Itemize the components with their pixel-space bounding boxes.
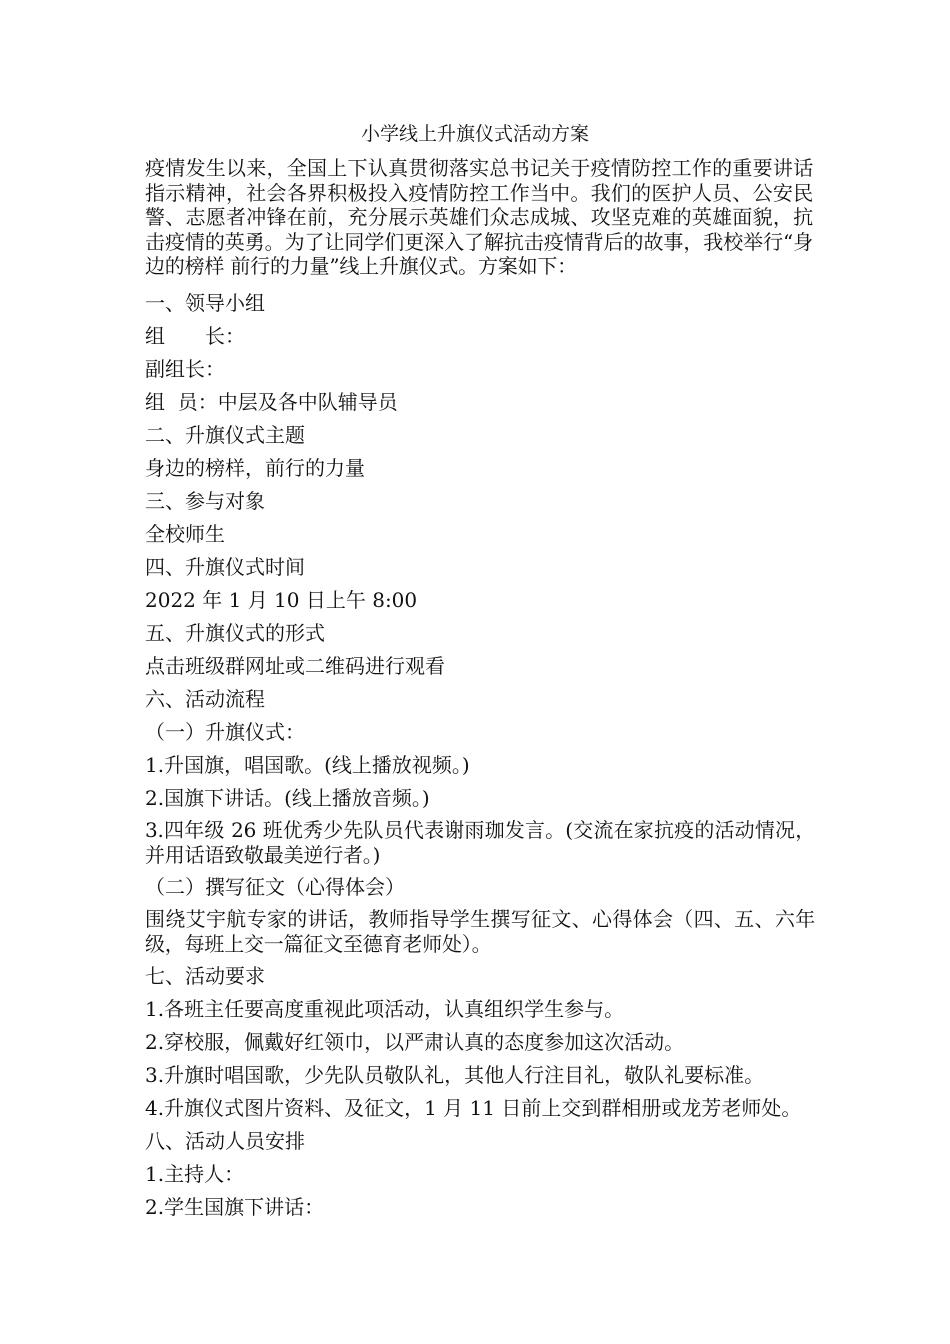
process-subheading-ceremony: （一）升旗仪式： bbox=[145, 720, 305, 744]
deputy-leader-line: 副组长： bbox=[145, 357, 225, 381]
theme-text: 身边的榜样，前行的力量 bbox=[145, 456, 365, 480]
members-line: 组 员：中层及各中队辅导员 bbox=[145, 390, 398, 414]
requirement-item-4: 4.升旗仪式图片资料、及征文，1 月 11 日前上交到群相册或龙芳老师处。 bbox=[145, 1096, 802, 1120]
participants-text: 全校师生 bbox=[145, 522, 225, 546]
intro-paragraph: 疫情发生以来，全国上下认真贯彻落实总书记关于疫情防控工作的重要讲话指示精神，社会各界积极投入疫情防控工作当中。我们的医护人员、公安民警、志愿者冲锋在前，充分展示英雄们众志成城、攻坚克难的英雄面貌，抗击疫情的英勇。为了让同学们更深入了解抗击疫情背后的故事，我校举行“身边的榜样 前行的力量”线上升旗仪式。方案如下： bbox=[145, 156, 813, 278]
process-item-1: 1.升国旗，唱国歌。(线上播放视频。) bbox=[145, 753, 470, 777]
document-title: 小学线上升旗仪式活动方案 bbox=[360, 123, 589, 145]
staff-item-1: 1.主持人： bbox=[145, 1162, 245, 1186]
section-heading-process: 六、活动流程 bbox=[145, 687, 265, 711]
process-subheading-essay: （二）撰写征文（心得体会） bbox=[145, 875, 405, 899]
leader-line: 组 长： bbox=[145, 324, 245, 348]
section-heading-time: 四、升旗仪式时间 bbox=[145, 555, 305, 579]
process-item-2: 2.国旗下讲话。(线上播放音频。) bbox=[145, 786, 430, 810]
process-item-3: 3.四年级 26 班优秀少先队员代表谢雨珈发言。(交流在家抗疫的活动情况，并用话语致敬最美逆行者。) bbox=[145, 818, 815, 867]
section-heading-participants: 三、参与对象 bbox=[145, 489, 265, 513]
requirement-item-1: 1.各班主任要高度重视此项活动，认真组织学生参与。 bbox=[145, 997, 625, 1021]
section-heading-format: 五、升旗仪式的形式 bbox=[145, 621, 325, 645]
section-heading-leadership: 一、领导小组 bbox=[145, 291, 265, 315]
staff-item-2: 2.学生国旗下讲话： bbox=[145, 1195, 325, 1219]
requirement-item-3: 3.升旗时唱国歌，少先队员敬队礼，其他人行注目礼，敬队礼要标准。 bbox=[145, 1063, 765, 1087]
time-text: 2022 年 1 月 10 日上午 8:00 bbox=[145, 588, 418, 612]
essay-text: 围绕艾宇航专家的讲话，教师指导学生撰写征文、心得体会（四、五、六年级，每班上交一篇征文至德育老师处）。 bbox=[145, 907, 815, 956]
requirement-item-2: 2.穿校服，佩戴好红领巾，以严肃认真的态度参加这次活动。 bbox=[145, 1030, 685, 1054]
section-heading-requirements: 七、活动要求 bbox=[145, 964, 265, 988]
section-heading-staff: 八、活动人员安排 bbox=[145, 1129, 305, 1153]
section-heading-theme: 二、升旗仪式主题 bbox=[145, 423, 305, 447]
format-text: 点击班级群网址或二维码进行观看 bbox=[145, 654, 445, 678]
